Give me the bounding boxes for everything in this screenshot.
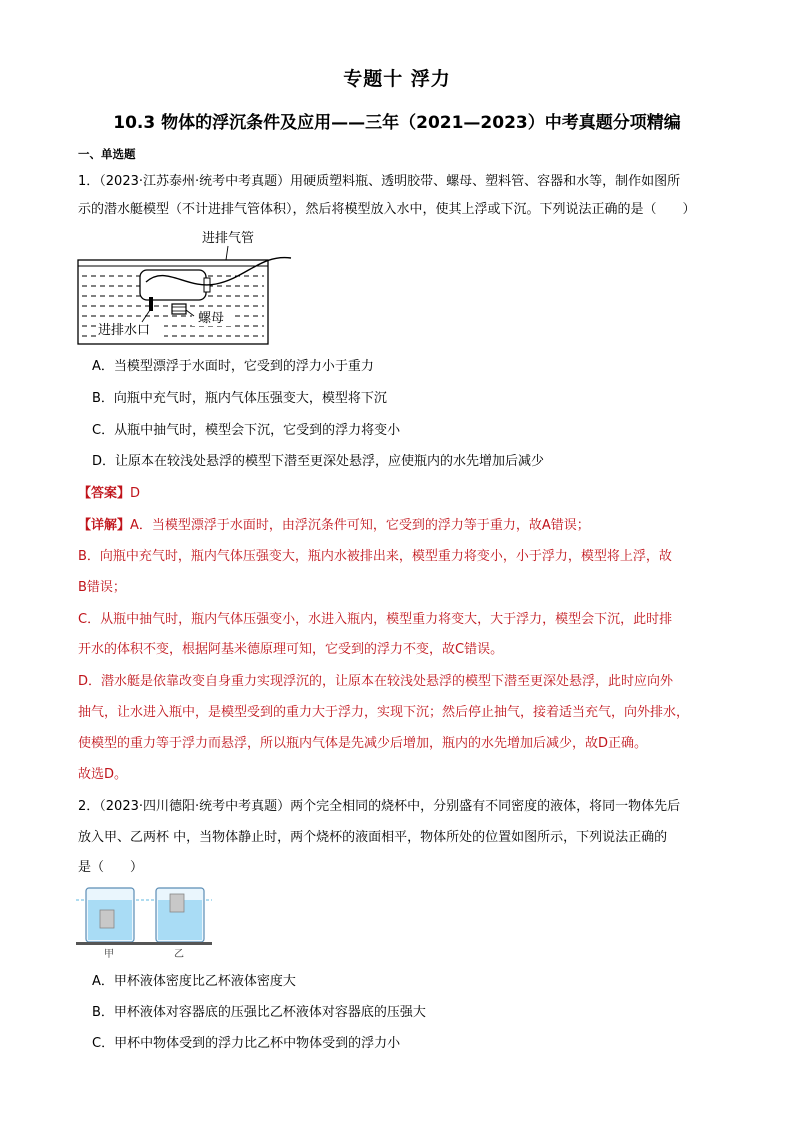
q1-detail-line-8: 使模型的重力等于浮力而悬浮，所以瓶内气体是先减少后增加，瓶内的水先增加后减少，故D正确。 [78, 736, 648, 751]
q1-detail-line-7: 抽气，让水进入瓶中，是模型受到的重力大于浮力，实现下沉；然后停止抽气，接着适当充气，向外排水， [78, 705, 690, 720]
q1-stem-line-1: 1．（2023·江苏泰州·统考中考真题）用硬质塑料瓶、透明胶带、螺母、塑料管、容器和水等，制作如图所 [78, 174, 681, 189]
q1-option-a: A．当模型漂浮于水面时，它受到的浮力小于重力 [92, 359, 374, 374]
document-subtitle: 10.3 物体的浮沉条件及应用——三年（2021—2023）中考真题分项精编 [113, 113, 681, 133]
port-label: 进排水口 [98, 323, 151, 338]
q1-option-d: D．让原本在较浅处悬浮的模型下潜至更深处悬浮，应使瓶内的水先增加后减少 [92, 454, 545, 469]
detail-tag: 【详解】 [78, 518, 131, 533]
q1-option-c: C．从瓶中抽气时，模型会下沉，它受到的浮力将变小 [92, 423, 401, 438]
document-title: 专题十 浮力 [343, 68, 451, 90]
q2-option-b: B．甲杯液体对容器底的压强比乙杯液体对容器底的压强大 [92, 1005, 426, 1020]
q1-option-b: B．向瓶中充气时，瓶内气体压强变大，模型将下沉 [92, 391, 387, 406]
detail-text: A．当模型漂浮于水面时，由浮沉条件可知，它受到的浮力等于重力，故A错误； [130, 518, 590, 533]
q1-detail-line-9: 故选D。 [78, 767, 128, 782]
q2-beakers-figure [74, 884, 214, 960]
q1-detail-line-6: D．潜水艇是依靠改变自身重力实现浮沉的，让原本在较浅处悬浮的模型下潜至更深处悬浮，此时应向外 [78, 674, 674, 689]
answer-tag: 【答案】 [78, 486, 131, 501]
beaker-jia-label: 甲 [104, 949, 114, 960]
q1-stem-line-2: 示的潜水艇模型（不计进排气管体积），然后将模型放入水中，使其上浮或下沉。下列说法正确的是（ ） [78, 202, 696, 217]
q2-stem-line-3: 是（ ） [78, 860, 144, 875]
q1-detail-line-4: C．从瓶中抽气时，瓶内气体压强变小，水进入瓶内，模型重力将变大，大于浮力，模型会下沉，此时排 [78, 612, 673, 627]
q1-detail-line-5: 开水的体积不变，根据阿基米德原理可知，它受到的浮力不变，故C错误。 [78, 642, 504, 657]
pipe-label: 进排气管 [202, 231, 255, 246]
q1-submarine-figure [76, 224, 296, 346]
nut-label: 螺母 [198, 311, 225, 326]
q2-option-c: C．甲杯中物体受到的浮力比乙杯中物体受到的浮力小 [92, 1036, 401, 1051]
answer-value: D [130, 486, 141, 501]
q2-stem-line-2: 放入甲、乙两杯 中，当物体静止时，两个烧杯的液面相平，物体所处的位置如图所示，下列说法正确的 [78, 830, 668, 845]
q1-detail-line-1 [78, 516, 718, 536]
q1-detail-line-2: B．向瓶中充气时，瓶内气体压强变大，瓶内水被排出来，模型重力将变小，小于浮力，模型将上浮，故 [78, 549, 672, 564]
q2-stem-line-1: 2．（2023·四川德阳·统考中考真题）两个完全相同的烧杯中，分别盛有不同密度的液体，将同一物体先后 [78, 799, 681, 814]
section-heading: 一、单选题 [78, 147, 136, 161]
beaker-yi-label: 乙 [174, 949, 184, 960]
q1-answer-row [78, 484, 718, 504]
q1-detail-line-3: B错误； [78, 580, 126, 595]
q2-option-a: A．甲杯液体密度比乙杯液体密度大 [92, 974, 296, 989]
